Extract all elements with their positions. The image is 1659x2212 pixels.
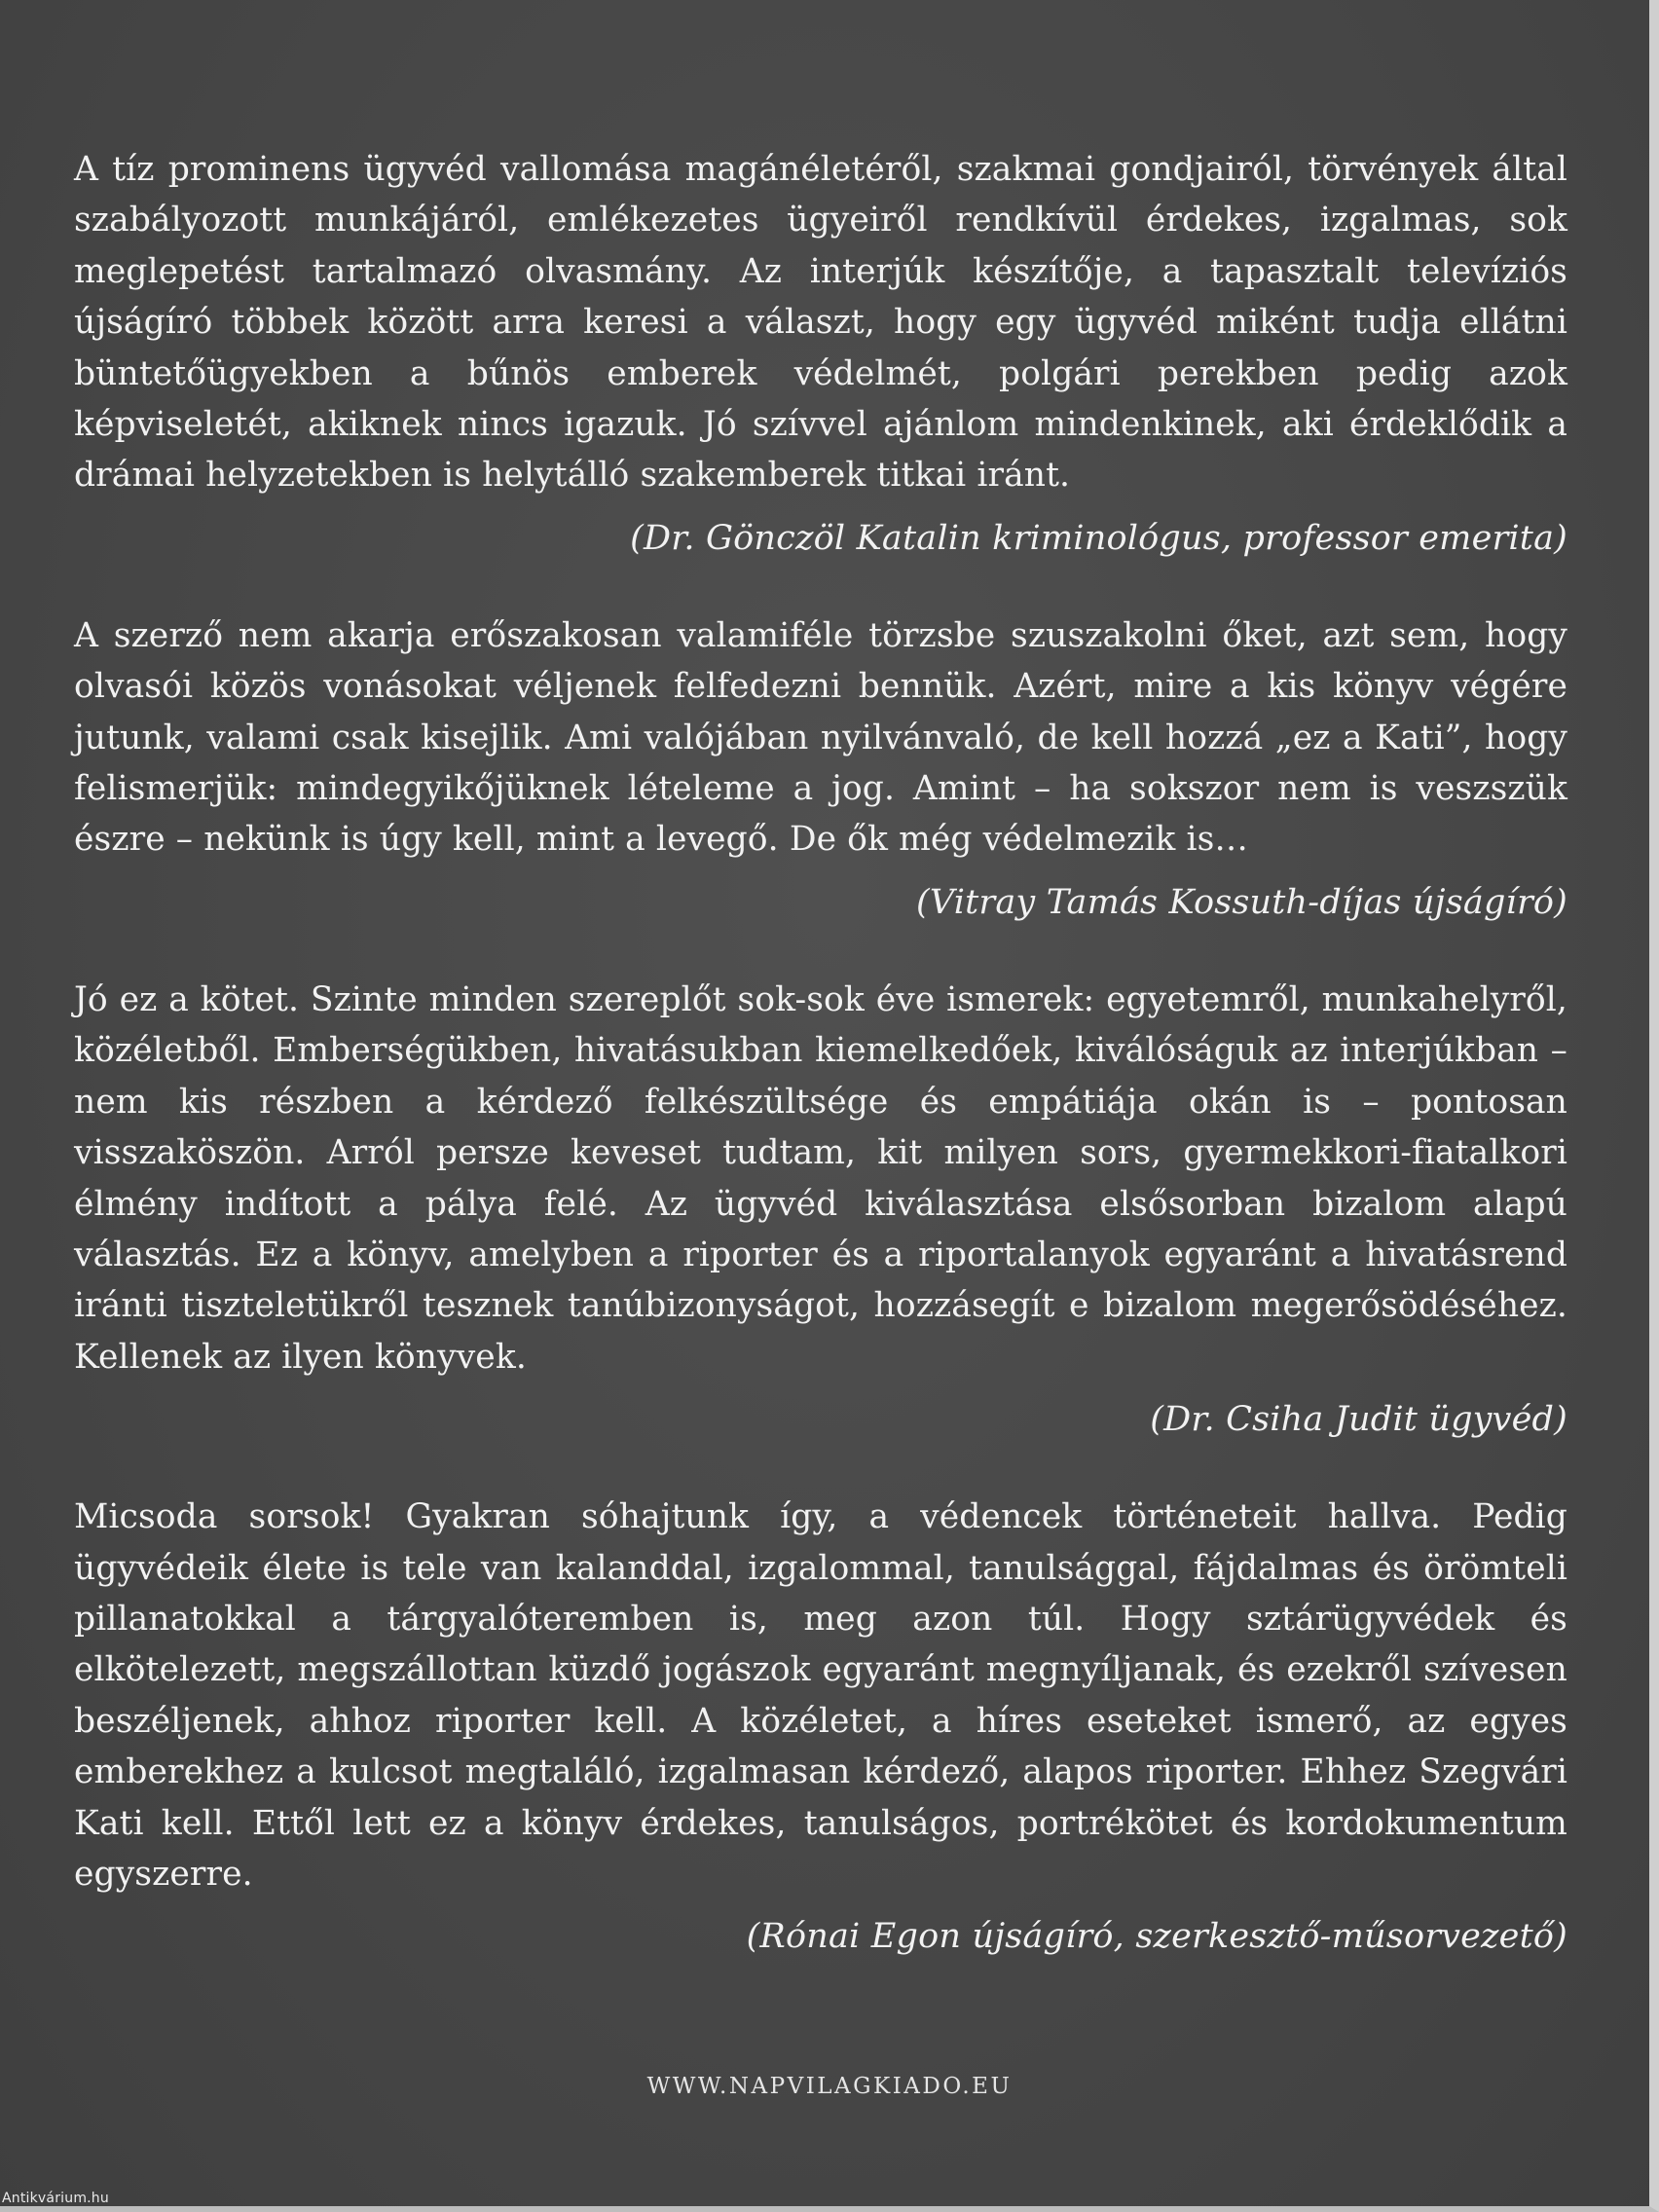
blurb-text: Micsoda sorsok! Gyakran sóhajtunk így, a védencek történeteit hallva. Pedig ügyvédeik élete is tele van kalanddal, izgalommal, tanulsággal, fájdalmas és örömteli pillanatokkal a tárgyalóteremben is, meg azon túl. Hogy sztárügyvédek és elkötelezett, megszállottan küzdő jogászok egyaránt megnyíljanak, és ezekről szívesen beszéljenek, ahhoz riporter kell. A közéletet, a híres eseteket ismerő, az egyes emberekhez a kulcsot megtaláló, izgalmasan kérdező, alapos riporter. Ehhez Szegvári Kati kell. Ettől lett ez a könyv érdekes, tanulságos, portrékötet és kordokumentum egyszerre. [74, 1497, 1567, 1894]
blurb-gonczol [74, 144, 1567, 564]
blurb-vitray [74, 610, 1567, 928]
blurb-attribution: (Dr. Gönczöl Katalin kriminológus, professor emerita) [630, 518, 1567, 558]
blurb-column [74, 144, 1567, 2009]
blurb-text: A szerző nem akarja erőszakosan valamiféle törzsbe szuszakolni őket, azt sem, hogy olvasói közös vonásokat véljenek felfedezni bennük. Azért, mire a kis könyv végére jutunk, valami csak kisejlik. Ami valójában nyilvánvaló, de kell hozzá „ez a Kati”, hogy felismerjük: mindegyikőjüknek lételeme a jog. Amint – ha sokszor nem is veszszük észre – nekünk is úgy kell, mint a levegő. De ők még védelmezik is… [74, 615, 1567, 860]
blurb-ronai [74, 1492, 1567, 1962]
blurb-attribution: (Rónai Egon újságíró, szerkesztő-műsorvezető) [746, 1917, 1567, 1957]
blurb-attribution: (Dr. Csiha Judit ügyvéd) [1150, 1400, 1567, 1440]
blurb-attribution: (Vitray Tamás Kossuth-díjas újságíró) [916, 882, 1567, 922]
blurb-text: Jó ez a kötet. Szinte minden szereplőt sok-sok éve ismerek: egyetemről, munkahelyről, közéletből. Emberségükben, hivatásukban kiemelkedőek, kiválóságuk az interjúkban – nem kis részben a kérdező felkészültsége és empátiája okán is – pontosan visszaköszön. Arról persze keveset tudtam, kit milyen sors, gyermekkori-fiatalkori élmény indított a pálya felé. Az ügyvéd kiválasztása elsősorban bizalom alapú választás. Ez a könyv, amelyben a riporter és a riportalanyok egyaránt a hivatásrend iránti tiszteletükről tesznek tanúbizonyságot, hozzásegít e bizalom megerősödéséhez. Kellenek az ilyen könyvek. [74, 979, 1567, 1377]
source-watermark: Antikvárium.hu [2, 2191, 109, 2206]
publisher-website: WWW.NAPVILAGKIADO.EU [646, 2074, 1013, 2099]
blurb-text: A tíz prominens ügyvéd vallomása magánéletéről, szakmai gondjairól, törvények által szabályozott munkájáról, emlékezetes ügyeiről rendkívül érdekes, izgalmas, sok meglepetést tartalmazó olvasmány. Az interjúk készítője, a tapasztalt televíziós újságíró többek között arra keresi a választ, hogy egy ügyvéd miként tudja ellátni büntetőügyekben a bűnös emberek védelmét, polgári perekben pedig azok képviseletét, akiknek nincs igazuk. Jó szívvel ajánlom mindenkinek, aki érdeklődik a drámai helyzetekben is helytálló szakemberek titkai iránt. [74, 150, 1567, 496]
blurb-csiha [74, 975, 1567, 1445]
